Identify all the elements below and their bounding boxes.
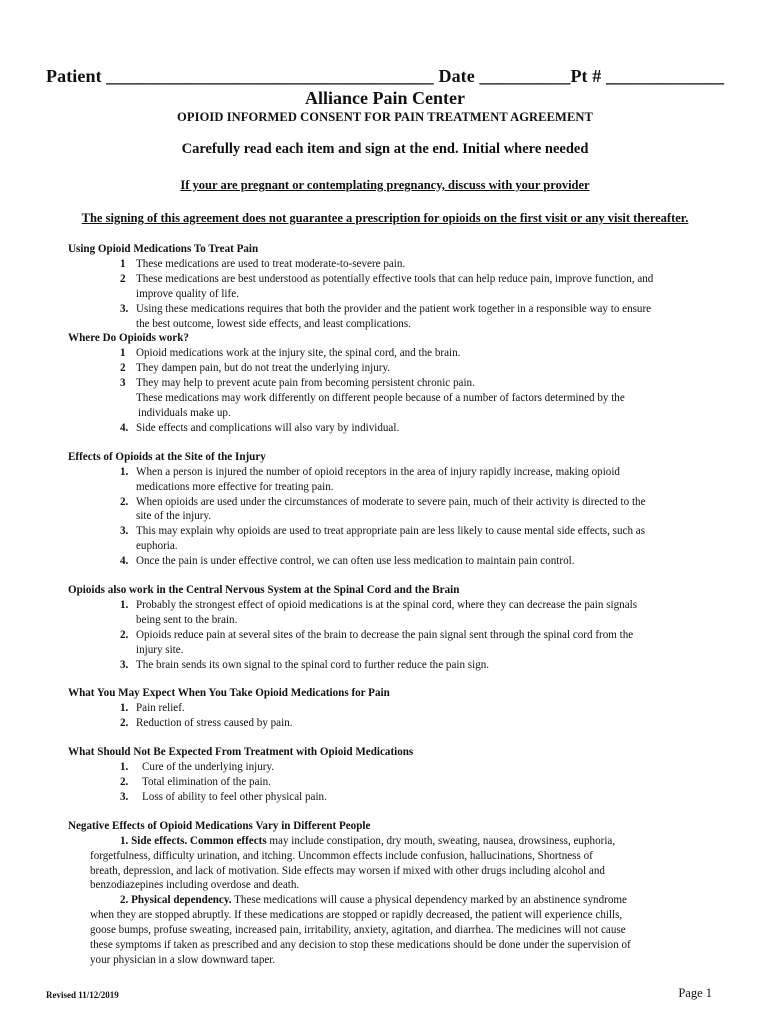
item-text-continued: the best outcome, lowest side effects, and least complications.	[136, 317, 411, 330]
patient-date-line: Patient ____________________________________ Date __________Pt # _____________	[46, 66, 725, 86]
item-number: 3.	[120, 658, 129, 671]
paragraph-text: may include constipation, dry mouth, sweating, nausea, drowsiness, euphoria,	[266, 834, 616, 847]
revision-date: Revised 11/12/2019	[46, 990, 119, 1000]
item-text-continued: improve quality of life.	[136, 287, 239, 300]
item-number: 2	[120, 362, 126, 375]
item-text: Side effects and complications will also vary by individual.	[136, 421, 400, 434]
section-heading: What Should Not Be Expected From Treatment with Opioid Medications	[68, 746, 414, 759]
paragraph-line: your physician in a slow downward taper.	[90, 953, 276, 966]
item-text: These medications are used to treat moderate-to-severe pain.	[136, 257, 406, 270]
list-item	[68, 775, 728, 790]
item-text: Total elimination of the pain.	[142, 776, 271, 788]
page-number: Page 1	[678, 986, 712, 1000]
item-number: 2.	[120, 717, 129, 730]
item-text: Opioid medications work at the injury site, the spinal cord, and the brain.	[136, 347, 461, 360]
pregnancy-notice: If your are pregnant or contemplating pregnancy, discuss with your provider	[180, 178, 590, 192]
list-item	[68, 760, 728, 775]
item-number: 4.	[120, 421, 129, 434]
item-text: Pain relief.	[136, 702, 185, 715]
section-heading: Opioids also work in the Central Nervous System at the Spinal Cord and the Brain	[68, 584, 460, 597]
item-number: 3.	[120, 790, 129, 803]
item-text: They may help to prevent acute pain from becoming persistent chronic pain.	[136, 377, 475, 390]
list-item	[68, 790, 728, 805]
item-text: Loss of ability to feel other physical pain.	[142, 790, 327, 803]
paragraph-text: These medications will cause a physical dependency marked by an abstinence syndrome	[231, 894, 627, 907]
item-number: 1.	[120, 761, 129, 774]
item-text: This may explain why opioids are used to treat appropriate pain are less likely to cause mental side effects, such as	[136, 525, 646, 538]
item-text: The brain sends its own signal to the spinal cord to further reduce the pain sign.	[136, 658, 490, 671]
list-item	[68, 716, 728, 731]
paragraph	[68, 893, 728, 908]
item-text-continued: medications more effective for treating pain.	[136, 480, 334, 493]
item-text: Opioids reduce pain at several sites of the brain to decrease the pain signal sent through the spinal cord from the	[136, 628, 634, 641]
item-text: They dampen pain, but do not treat the underlying injury.	[136, 362, 391, 375]
paragraph-lead: 1. Side effects. Common effects	[120, 834, 267, 847]
section-heading: Where Do Opioids work?	[68, 332, 189, 345]
paragraph-lead: 2. Physical dependency.	[120, 894, 232, 907]
item-text: When a person is injured the number of opioid receptors in the area of injury rapidly increase, making opioid	[136, 465, 620, 478]
document-title: OPIOID INFORMED CONSENT FOR PAIN TREATMENT AGREEMENT	[177, 110, 593, 124]
paragraph-line: these symptoms if taken as prescribed and any decision to stop these medications should be done under the supervision of	[90, 939, 631, 952]
section-heading: Using Opioid Medications To Treat Pain	[68, 243, 259, 255]
paragraph	[68, 834, 728, 849]
item-number: 1	[120, 347, 126, 360]
list-item	[68, 272, 728, 287]
item-number: 2.	[120, 776, 129, 788]
item-number: 1.	[120, 465, 129, 478]
list-item	[68, 701, 728, 716]
item-text-continued: individuals make up.	[138, 406, 231, 419]
list-item	[68, 421, 728, 436]
item-number: 1.	[120, 598, 129, 611]
item-text: Probably the strongest effect of opioid medications is at the spinal cord, where they can decrease the pain signals	[136, 598, 638, 611]
list-item	[68, 361, 728, 376]
list-item	[68, 346, 728, 361]
list-item	[68, 628, 728, 643]
list-item	[68, 376, 728, 391]
list-item	[68, 302, 728, 317]
list-item	[68, 524, 728, 539]
item-number: 1	[120, 257, 126, 270]
item-text-continued: being sent to the brain.	[136, 613, 238, 626]
section-heading: Effects of Opioids at the Site of the Injury	[68, 450, 266, 463]
paragraph-line: goose bumps, profuse sweating, increased pain, irritability, anxiety, agitation, and diarrhea. The medicines will not cause	[90, 924, 626, 937]
section-heading: What You May Expect When You Take Opioid Medications for Pain	[68, 687, 390, 700]
item-text-continued: injury site.	[136, 643, 184, 656]
list-item	[68, 554, 728, 569]
item-text: Once the pain is under effective control, we can often use less medication to maintain pain control.	[136, 555, 575, 568]
item-text: Using these medications requires that both the provider and the patient work together in a responsible way to ensure	[136, 302, 652, 315]
paragraph-line: when they are stopped abruptly. If these medications are stopped or rapidly decreased, the patient will experience chills,	[90, 909, 623, 922]
list-item	[68, 658, 728, 673]
item-number: 4.	[120, 555, 129, 568]
list-item	[68, 257, 728, 272]
agreement-body	[68, 242, 728, 968]
paragraph-line: breath, depression, and lack of motivation. Side effects may worsen if mixed with other drugs including alcohol and	[90, 864, 605, 877]
item-text-continued: site of the injury.	[136, 510, 212, 523]
paragraph-line: forgetfulness, difficulty urination, and itching. Uncommon effects include confusion, hallucinations, Shortness of	[90, 849, 593, 862]
item-number: 3.	[120, 302, 129, 315]
item-text-continued: euphoria.	[136, 540, 178, 553]
item-text: These medications are best understood as potentially effective tools that can help reduce pain, improve function, and	[136, 272, 654, 285]
item-number: 3.	[120, 525, 129, 538]
paragraph-line: benzodiazepines including overdose and death.	[90, 879, 300, 892]
list-item	[68, 465, 728, 480]
item-text: When opioids are used under the circumstances of moderate to severe pain, much of their activity is directed to the	[136, 495, 646, 508]
item-text: Reduction of stress caused by pain.	[136, 717, 293, 730]
item-number: 2.	[120, 495, 129, 508]
item-text: Cure of the underlying injury.	[142, 761, 275, 774]
item-number: 3	[120, 377, 126, 390]
item-number: 1.	[120, 702, 129, 715]
signing-notice: The signing of this agreement does not guarantee a prescription for opioids on the first visit or any visit thereafter.	[81, 211, 689, 225]
center-name: Alliance Pain Center	[305, 88, 465, 108]
item-text-continued: These medications may work differently on different people because of a number of factors determined by the	[136, 392, 625, 405]
item-number: 2.	[120, 628, 129, 641]
list-item	[68, 598, 728, 613]
item-number: 2	[120, 272, 126, 285]
list-item	[68, 495, 728, 510]
instruction-line: Carefully read each item and sign at the end. Initial where needed	[181, 141, 589, 157]
section-heading: Negative Effects of Opioid Medications Vary in Different People	[68, 819, 371, 832]
